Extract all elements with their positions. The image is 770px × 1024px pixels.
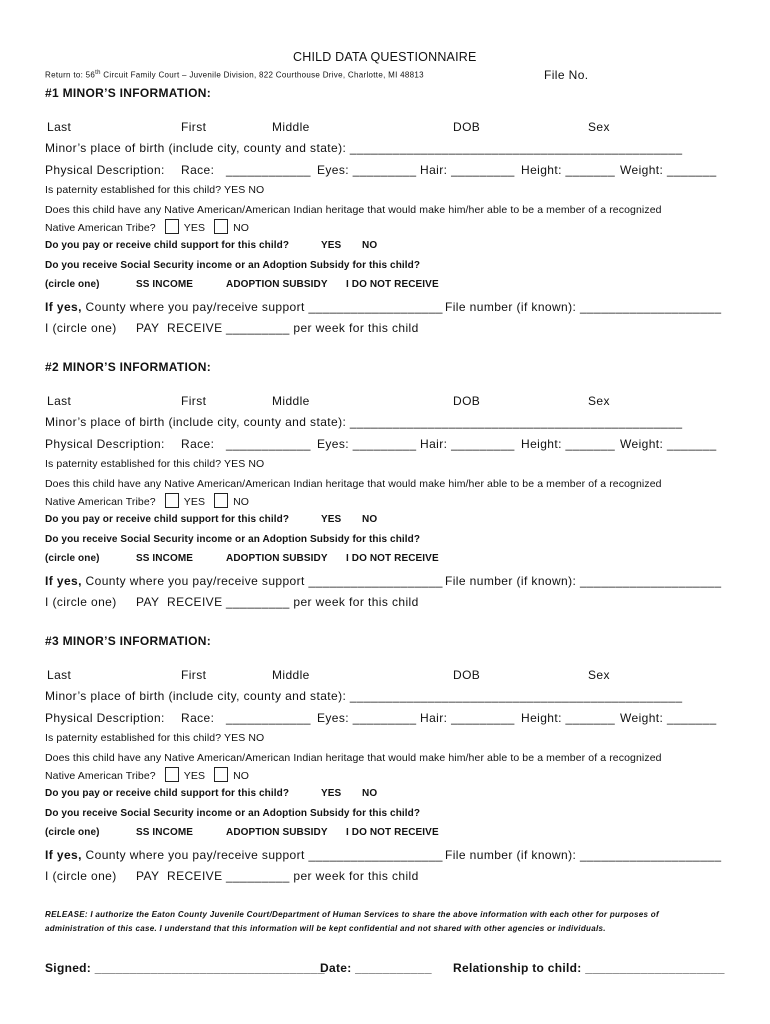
do-not-receive-option[interactable]: I DO NOT RECEIVE [346,279,439,290]
pay-option[interactable]: PAY [136,321,160,335]
native-yes-label: YES [183,770,206,782]
county-support-field[interactable]: County where you pay/receive support ___________________ [81,848,443,862]
native-yes-label: YES [183,496,206,508]
native-yes-checkbox[interactable] [165,493,179,508]
ss-income-option[interactable]: SS INCOME [136,553,194,564]
file-number-field[interactable]: File number (if known): ____________________ [445,848,722,862]
child-support-question: Do you pay or receive child support for this child? [45,514,290,525]
section-heading: #1 MINOR’S INFORMATION: [45,86,212,100]
native-no-label: NO [233,222,250,234]
ssi-question: Do you receive Social Security income or an Adoption Subsidy for this child? [45,808,421,819]
child-support-yes[interactable]: YES [321,514,342,525]
sex-field[interactable]: Sex [588,668,610,682]
circle-one-label: (circle one) [45,279,100,290]
height-field[interactable]: Height: _______ [521,163,616,177]
native-yes-checkbox[interactable] [165,767,179,782]
native-no-label: NO [233,770,250,782]
last-name-field[interactable]: Last [47,668,72,682]
weight-field[interactable]: Weight: _______ [620,437,717,451]
last-name-field[interactable]: Last [47,120,72,134]
county-support-row[interactable] [45,300,443,314]
child-support-yes[interactable]: YES [321,240,342,251]
race-field[interactable]: ____________ [226,437,311,451]
i-circle-one-label: I (circle one) [45,321,117,335]
sex-field[interactable]: Sex [588,120,610,134]
do-not-receive-option[interactable]: I DO NOT RECEIVE [346,553,439,564]
physical-description-label: Physical Description: [45,711,165,725]
date-field[interactable]: Date: ___________ [320,961,432,975]
eyes-field[interactable]: Eyes: _________ [317,711,417,725]
file-number-field[interactable]: File number (if known): ____________________ [445,300,722,314]
first-name-field[interactable]: First [181,120,207,134]
height-field[interactable]: Height: _______ [521,711,616,725]
child-support-question: Do you pay or receive child support for this child? [45,240,290,251]
ss-income-option[interactable]: SS INCOME [136,827,194,838]
section-heading: #3 MINOR’S INFORMATION: [45,634,212,648]
race-field[interactable]: ____________ [226,711,311,725]
dob-field[interactable]: DOB [453,394,481,408]
native-heritage-question: Does this child have any Native American/American Indian heritage that would make him/her able to be a member of a recognized [45,204,662,216]
native-no-checkbox[interactable] [214,767,228,782]
per-week-field[interactable]: _________ per week for this child [226,321,419,335]
receive-option[interactable]: RECEIVE [167,595,223,609]
place-of-birth-field[interactable]: Minor’s place of birth (include city, county and state): _______________________________________________ [45,415,683,429]
middle-name-field[interactable]: Middle [272,120,310,134]
dob-field[interactable]: DOB [453,668,481,682]
county-support-field[interactable]: County where you pay/receive support ___________________ [81,300,443,314]
first-name-field[interactable]: First [181,394,207,408]
county-support-field[interactable]: County where you pay/receive support ___________________ [81,574,443,588]
child-support-question: Do you pay or receive child support for this child? [45,788,290,799]
middle-name-field[interactable]: Middle [272,668,310,682]
adoption-subsidy-option[interactable]: ADOPTION SUBSIDY [226,279,328,290]
physical-description-label: Physical Description: [45,437,165,451]
paternity-question[interactable]: Is paternity established for this child? YES NO [45,184,265,196]
native-tribe-row [45,219,249,234]
file-number-field[interactable]: File number (if known): ____________________ [445,574,722,588]
i-circle-one-label: I (circle one) [45,869,117,883]
return-address: Return to: 56th Circuit Family Court – Juvenile Division, 822 Courthouse Drive, Charlotte, MI 48813 [45,70,424,80]
pay-option[interactable]: PAY [136,595,160,609]
middle-name-field[interactable]: Middle [272,394,310,408]
last-name-field[interactable]: Last [47,394,72,408]
signed-field[interactable]: Signed: _________________________________ [45,961,325,975]
native-yes-checkbox[interactable] [165,219,179,234]
race-label: Race: [181,711,215,725]
pay-option[interactable]: PAY [136,869,160,883]
hair-field[interactable]: Hair: _________ [420,163,515,177]
ssi-question: Do you receive Social Security income or an Adoption Subsidy for this child? [45,260,421,271]
hair-field[interactable]: Hair: _________ [420,437,515,451]
sex-field[interactable]: Sex [588,394,610,408]
adoption-subsidy-option[interactable]: ADOPTION SUBSIDY [226,827,328,838]
child-support-no[interactable]: NO [362,514,378,525]
i-circle-one-label: I (circle one) [45,595,117,609]
if-yes-label: If yes, [45,574,82,588]
section-heading: #2 MINOR’S INFORMATION: [45,360,212,374]
eyes-field[interactable]: Eyes: _________ [317,437,417,451]
hair-field[interactable]: Hair: _________ [420,711,515,725]
circle-one-label: (circle one) [45,553,100,564]
native-tribe-row [45,493,249,508]
per-week-field[interactable]: _________ per week for this child [226,595,419,609]
ssi-question: Do you receive Social Security income or an Adoption Subsidy for this child? [45,534,421,545]
place-of-birth-field[interactable]: Minor’s place of birth (include city, county and state): _______________________________________________ [45,689,683,703]
native-no-checkbox[interactable] [214,219,228,234]
eyes-field[interactable]: Eyes: _________ [317,163,417,177]
county-support-row[interactable] [45,848,443,862]
minor-3-section [0,634,770,908]
native-tribe-label: Native American Tribe? [45,496,156,508]
native-tribe-label: Native American Tribe? [45,222,156,234]
form-title: CHILD DATA QUESTIONNAIRE [293,50,477,64]
first-name-field[interactable]: First [181,668,207,682]
physical-description-label: Physical Description: [45,163,165,177]
race-label: Race: [181,437,215,451]
circle-one-label: (circle one) [45,827,100,838]
native-tribe-row [45,767,249,782]
native-tribe-label: Native American Tribe? [45,770,156,782]
minor-2-section [0,360,770,634]
if-yes-label: If yes, [45,300,82,314]
release-line-2: administration of this case. I understand that this information will be kept confidential and not shared with other agencies or individuals. [45,924,606,933]
file-no-label: File No. [544,68,589,82]
if-yes-label: If yes, [45,848,82,862]
paternity-question[interactable]: Is paternity established for this child? YES NO [45,458,265,470]
weight-field[interactable]: Weight: _______ [620,163,717,177]
county-support-row[interactable] [45,574,443,588]
native-yes-label: YES [183,222,206,234]
receive-option[interactable]: RECEIVE [167,869,223,883]
native-heritage-question: Does this child have any Native American/American Indian heritage that would make him/her able to be a member of a recognized [45,478,662,490]
per-week-field[interactable]: _________ per week for this child [226,869,419,883]
place-of-birth-field[interactable]: Minor’s place of birth (include city, county and state): _______________________________________________ [45,141,683,155]
do-not-receive-option[interactable]: I DO NOT RECEIVE [346,827,439,838]
native-no-label: NO [233,496,250,508]
race-field[interactable]: ____________ [226,163,311,177]
native-heritage-question: Does this child have any Native American/American Indian heritage that would make him/her able to be a member of a recognized [45,752,662,764]
child-support-no[interactable]: NO [362,788,378,799]
child-support-no[interactable]: NO [362,240,378,251]
race-label: Race: [181,163,215,177]
paternity-question[interactable]: Is paternity established for this child? YES NO [45,732,265,744]
dob-field[interactable]: DOB [453,120,481,134]
receive-option[interactable]: RECEIVE [167,321,223,335]
minor-1-section [0,86,770,360]
height-field[interactable]: Height: _______ [521,437,616,451]
release-statement [45,908,659,936]
native-no-checkbox[interactable] [214,493,228,508]
adoption-subsidy-option[interactable]: ADOPTION SUBSIDY [226,553,328,564]
ss-income-option[interactable]: SS INCOME [136,279,194,290]
weight-field[interactable]: Weight: _______ [620,711,717,725]
relationship-field[interactable]: Relationship to child: ____________________ [453,961,725,975]
release-line-1: RELEASE: I authorize the Eaton County Juvenile Court/Department of Human Services to share the above information with each other for purposes of [45,910,659,919]
child-support-yes[interactable]: YES [321,788,342,799]
